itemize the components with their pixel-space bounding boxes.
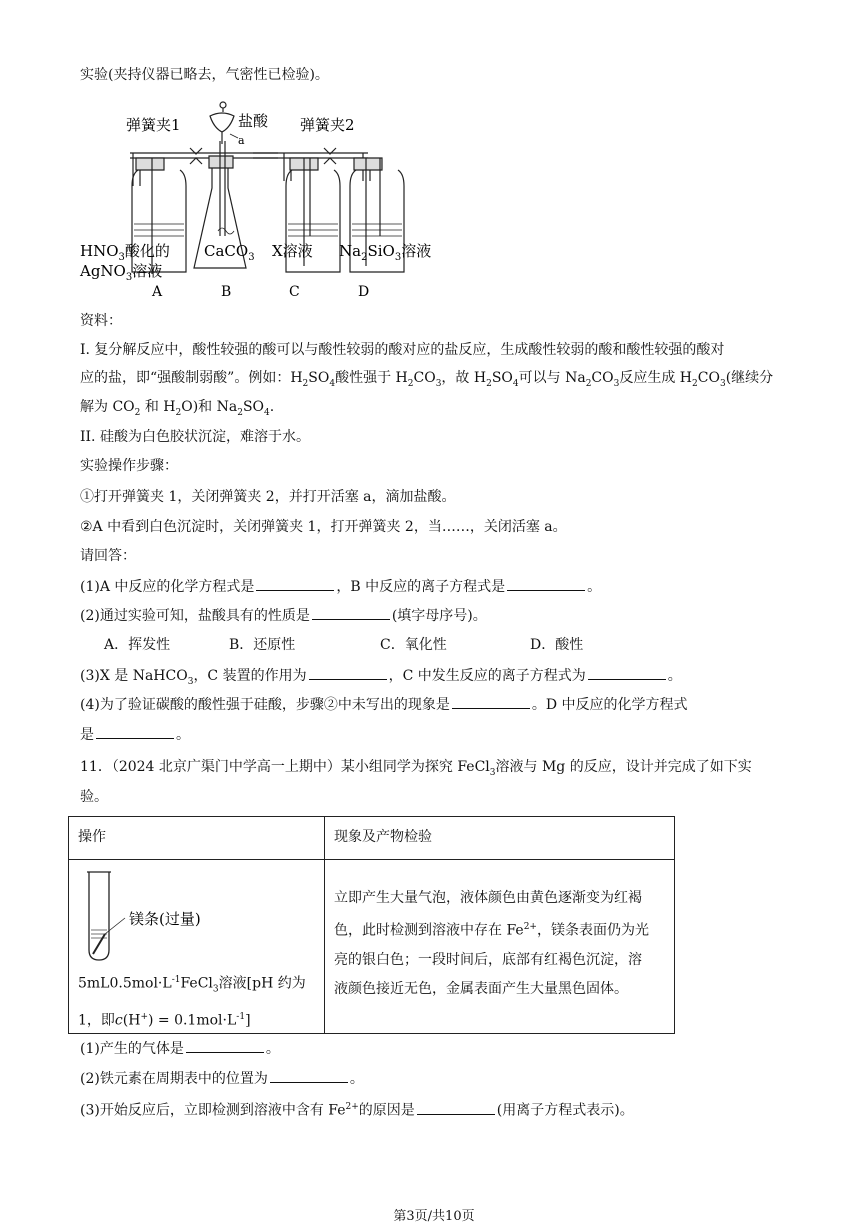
choice-b[interactable]: B．还原性: [229, 637, 296, 653]
label-acid: 盐酸: [238, 112, 269, 130]
operation-cell: [69, 860, 325, 1034]
step2: ②A 中看到白色沉淀时，关闭弹簧夹 1，打开弹簧夹 2，当……，关闭活塞 a。: [80, 519, 567, 535]
answer-blank[interactable]: [309, 665, 387, 680]
problem-11-stem: 11．（2024 北京广渠门中学高一上期中）某小组同学为探究 FeCl$_3$溶液与 Mg 的反应，设计并完成了如下实: [80, 759, 752, 778]
label-bottle-b: CaCO$_3$: [204, 242, 255, 263]
answer-blank[interactable]: [452, 694, 530, 709]
letter-b: B: [221, 284, 232, 300]
answer-blank[interactable]: [96, 724, 174, 739]
question-2-choices: [104, 635, 583, 655]
t11-question-3: (3)开始反应后，立即检测到溶液中含有 $Fe^{2+}$的原因是 (用离子方程式表示)。: [80, 1097, 634, 1121]
step1: ①打开弹簧夹 1，关闭弹簧夹 2，并打开活塞 a，滴加盐酸。: [80, 489, 456, 505]
label-bottle-a-line1: $HNO_3$酸化的: [80, 242, 170, 263]
observation-cell: 立即产生大量气泡，液体颜色由黄色逐渐变为红褐 色，此时检测到溶液中存在 $Fe^{2+}$，镁条表面仍为光 亮的银白色；一段时间后，底部有红褐色沉淀，溶 液颜色接近无色，金属表面产生大量黑色固体。: [325, 860, 675, 1034]
letter-c: C: [289, 284, 300, 300]
apparatus-diagram: [78, 96, 438, 302]
label-clip2: 弹簧夹2: [300, 116, 355, 134]
answer-blank[interactable]: [312, 605, 390, 620]
t11-question-2: (2)铁元素在周期表中的位置为 。: [80, 1068, 364, 1089]
resource1-line2: 应的盐，即“强酸制弱酸”。例如：$H_2SO_4$酸性强于 $H_2CO_3$，故 $H_2SO_4$可以与 $Na_2CO_3$反应生成 $H_2CO_3$(继续分: [80, 370, 774, 389]
answer-blank[interactable]: [507, 576, 585, 591]
choice-d[interactable]: D．酸性: [530, 637, 584, 653]
resource1-line3: 解为 $CO_2$ 和 $H_2O$)和 $Na_2SO_4$.: [80, 399, 275, 418]
operation-text: $5mL0.5mol\cdot L^{-1}FeCl_3$溶液[pH 约为 1，即$c(H^+) = 0.1mol\cdot L^{-1}$]: [78, 975, 306, 1030]
answer-blank[interactable]: [588, 665, 666, 680]
intro-text: 实验(夹持仪器已略去，气密性已检验)。: [80, 67, 329, 83]
answer-blank[interactable]: [417, 1100, 495, 1115]
choice-c[interactable]: C．氧化性: [380, 637, 447, 653]
steps-title: 实验操作步骤：: [80, 458, 178, 474]
question-3: (3)X 是 NaHCO$_3$，C 装置的作用为 ，C 中发生反应的离子方程式为 。: [80, 665, 682, 692]
table-header-observation: 现象及产物检验: [325, 817, 675, 860]
table-header-operation: 操作: [69, 817, 325, 860]
experiment-table: [68, 816, 675, 1034]
letter-d: D: [358, 284, 370, 300]
answer-blank[interactable]: [256, 576, 334, 591]
label-valve-a: a: [238, 134, 245, 147]
question-4-cont: 是 。: [80, 724, 190, 745]
answer-blank[interactable]: [270, 1068, 348, 1083]
resource2: II. 硅酸为白色胶状沉淀，难溶于水。: [80, 429, 310, 445]
question-2: (2)通过实验可知，盐酸具有的性质是 (填字母序号)。: [80, 605, 487, 626]
page-footer: 第3页/共10页: [393, 1209, 475, 1224]
resource1-line1: I. 复分解反应中，酸性较强的酸可以与酸性较弱的酸对应的盐反应，生成酸性较弱的酸和酸性较强的酸对: [80, 342, 725, 358]
t11-question-1: (1)产生的气体是 。: [80, 1038, 280, 1059]
answer-prompt: 请回答：: [80, 548, 136, 564]
resources-title: 资料：: [80, 313, 122, 329]
problem-11-stem-cont: 验。: [80, 789, 108, 805]
letter-a: A: [152, 284, 163, 300]
answer-blank[interactable]: [186, 1038, 264, 1053]
choice-a[interactable]: A．挥发性: [104, 637, 171, 653]
label-clip1: 弹簧夹1: [126, 116, 181, 134]
question-1: (1)A 中反应的化学方程式是 ，B 中反应的离子方程式是 。: [80, 576, 601, 597]
label-bottle-d: $Na_2SiO_3$溶液: [339, 242, 432, 263]
question-4: (4)为了验证碳酸的酸性强于硅酸，步骤②中未写出的现象是 。D 中反应的化学方程式: [80, 694, 688, 715]
label-bottle-c: X溶液: [272, 242, 313, 260]
label-bottle-a-line2: AgNO$_3$溶液: [80, 262, 163, 283]
tube-label: 镁条(过量): [129, 910, 201, 928]
test-tube-icon: [79, 868, 229, 968]
